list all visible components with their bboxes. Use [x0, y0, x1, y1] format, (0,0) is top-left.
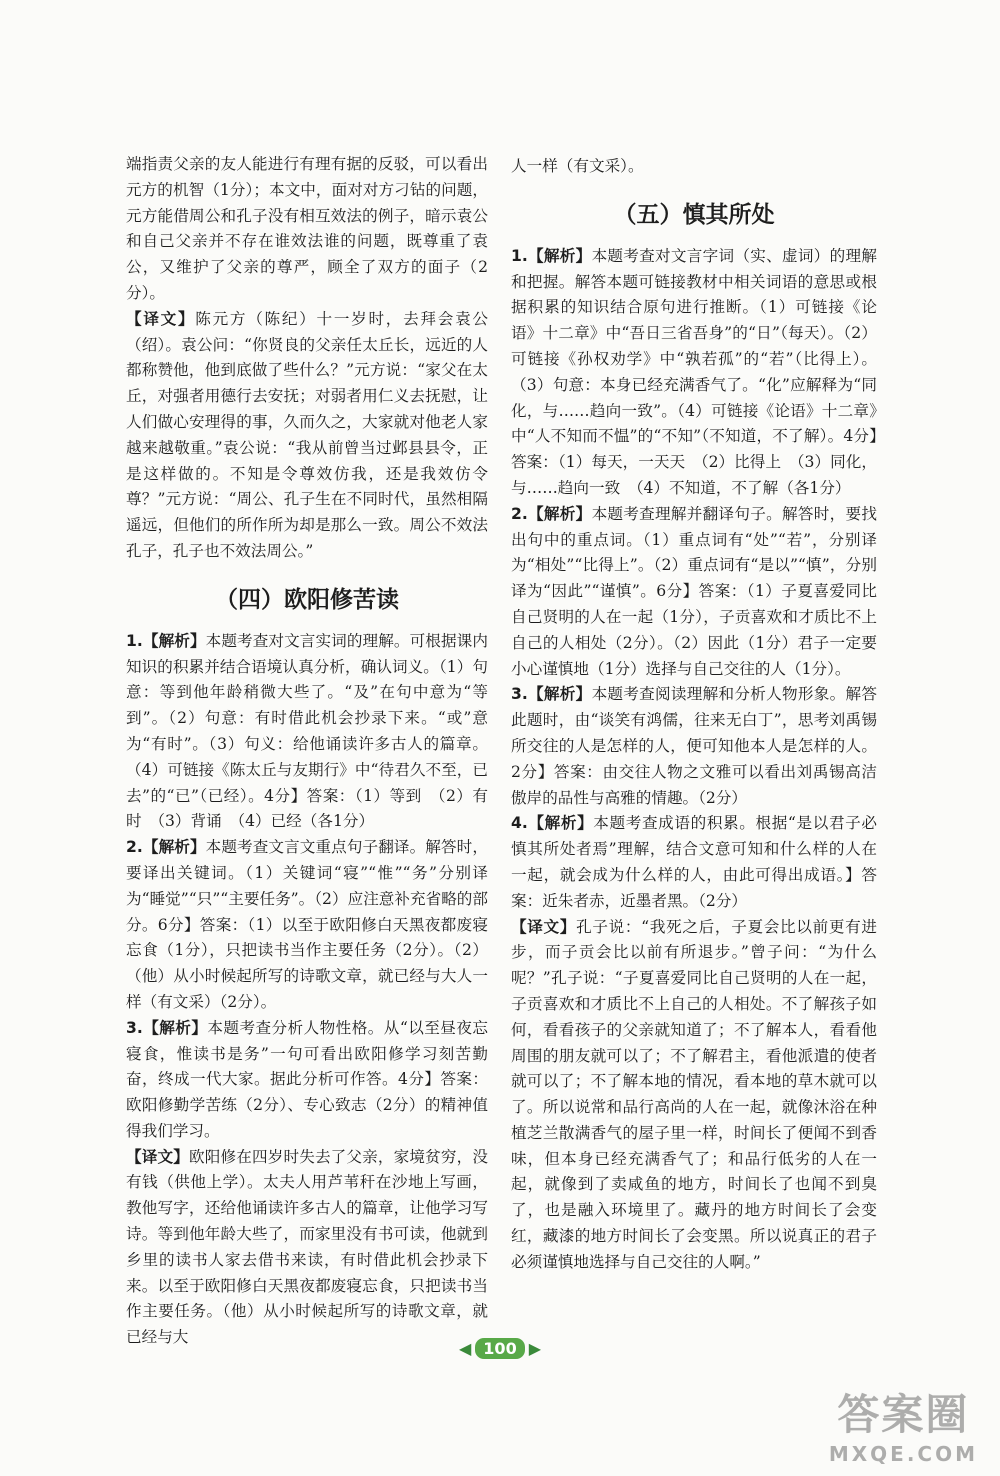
right-column: [511, 154, 877, 1276]
analysis-tag: 【解析】: [142, 631, 206, 650]
translation-tag: 【译文】: [511, 917, 577, 936]
right-chevron-icon: ▶: [528, 1339, 542, 1358]
section-title-4: （四）欧阳修苦读: [215, 586, 399, 613]
watermark-cn: 答案圈: [837, 1390, 970, 1439]
item-text: 本题考查对文言实词的理解。可根据课内知识的积累并结合语境认真分析，确认词义。（1）句意：等到他年龄稍微大些了。“及”在句中意为“等到”。（2）句意：有时借此机会抄录下来。“或”意为“有时”。（3）句义：给他诵读许多古人的篇章。（4）可链接《陈太丘与友期行》中“待君久不至，已去”的“已”（已经）。4分】答案：（1）等到 （2）有时 （3）背诵 （4）已经（各1分）: [126, 631, 488, 831]
question-item: [126, 1016, 488, 1145]
page-footer: [0, 1338, 1000, 1359]
translation-text: 陈元方（陈纪）十一岁时，去拜会袁公（绍）。袁公问：“你贤良的父亲任太丘长，远近的人都称赞他，他到底做了些什么？”元方说：“家父在太丘，对强者用德行去安抚；对弱者用仁义去抚慰，让人们做心安理得的事，久而久之，大家就对他老人家越来越敬重。”袁公说：“我从前曾当过邺县县令，正是这样做的。不知是令尊效仿我，还是我效仿令尊？”元方说：“周公、孔子生在不同时代，虽然相隔遥远，但他们的所作所为却是那么一致。周公不效法孔子，孔子也不效法周公。”: [126, 309, 488, 560]
item-text: 本题考查分析人物性格。从“以至昼夜忘寝食，惟读书是务”一句可看出欧阳修学习刻苦勤奋，终成一代大家。据此分析可作答。4分】答案：欧阳修勤学苦练（2分）、专心致志（2分）的精神值得我们学习。: [126, 1018, 488, 1140]
item-number: 1.: [511, 246, 528, 265]
page-number: 100: [475, 1338, 524, 1359]
item-number: 1.: [126, 631, 143, 650]
analysis-tag: 【解析】: [142, 1018, 208, 1037]
question-item: [511, 244, 877, 502]
page-number-badge: [459, 1338, 541, 1359]
left-column: [126, 152, 488, 1351]
continuation-text: 人一样（有文采）。: [511, 157, 644, 175]
translation-paragraph: [126, 307, 488, 565]
item-number: 2.: [511, 504, 528, 523]
question-item: [126, 629, 488, 835]
watermark-en: MXQE.COM: [828, 1442, 978, 1466]
intro-paragraph: 端指责父亲的友人能进行有理有据的反驳，可以看出元方的机智（1分）；本文中，面对对方刁钻的问题，元方能借周公和孔子没有相互效法的例子，暗示袁公和自己父亲并不存在谁效法谁的问题，既尊重了袁公，又维护了父亲的尊严，顾全了双方的面子（2分）。: [126, 155, 488, 302]
translation-tag: 【译文】: [126, 309, 196, 328]
item-text: 本题考查文言文重点句子翻译。解答时，要译出关键词。（1）关键词“寝”“惟”“务”分别译为“睡觉”“只”“主要任务”。（2）应注意补充省略的部分。6分】答案：（1）以至于欧阳修白天黑夜都废寝忘食（1分），只把读书当作主要任务（2分）。（2）（他）从小时候起所写的诗歌文章，就已经与大人一样（有文采）（2分）。: [126, 838, 488, 1011]
analysis-tag: 【解析】: [527, 685, 592, 704]
translation-text: 欧阳修在四岁时失去了父亲，家境贫穷，没有钱（供他上学）。太夫人用芦苇秆在沙地上写画，教他写字，还给他诵读许多古人的篇章，让他学习写诗。等到他年龄大些了，而家里没有书可读，他就到乡里的读书人家去借书来读，有时借此机会抄录下来。以至于欧阳修白天黑夜都废寝忘食，只把读书当作主要任务。（他）从小时候起所写的诗歌文章，就已经与大: [126, 1147, 488, 1347]
analysis-tag: 【解析】: [527, 504, 592, 523]
translation-paragraph: [126, 1145, 488, 1351]
item-text: 本题考查理解并翻译句子。解答时，要找出句中的重点词。（1）重点词有“处”“若”，分别译为“相处”“比得上”。（2）重点词有“是以”“慎”，分别译为“因此”“谨慎”。6分】答案：（1）子夏喜爱同比自己贤明的人在一起（1分），子贡喜欢和才质比不上自己的人相处（2分）。（2）因此（1分）君子一定要小心谨慎地（1分）选择与自己交往的人（1分）。: [511, 504, 877, 678]
item-text: 本题考查阅读理解和分析人物形象。解答此题时，由“谈笑有鸿儒，往来无白丁”，思考刘禹锡所交往的人是怎样的人，便可知他本人是怎样的人。2分】答案：由交往人物之文雅可以看出刘禹锡高洁傲岸的品性与高雅的情趣。（2分）: [511, 685, 877, 807]
item-number: 4.: [511, 814, 528, 833]
translation-tag: 【译文】: [126, 1147, 189, 1166]
item-number: 2.: [126, 838, 143, 857]
analysis-tag: 【解析】: [527, 246, 592, 265]
left-chevron-icon: ◀: [458, 1339, 472, 1358]
question-item: [511, 811, 877, 914]
question-item: [126, 835, 488, 1016]
question-item: [511, 502, 877, 683]
item-number: 3.: [511, 685, 528, 704]
analysis-tag: 【解析】: [527, 814, 594, 833]
analysis-tag: 【解析】: [142, 838, 206, 857]
translation-text: 孔子说：“我死之后，子夏会比以前更有进步，而子贡会比以前有所退步。”曾子问：“为什么呢？”孔子说：“子夏喜爱同比自己贤明的人在一起，子贡喜欢和才质比不上自己的人相处。不了解孩子如何，看看孩子的父亲就知道了；不了解本人，看看他周围的朋友就可以了；不了解君主，看他派遣的使者就可以了；不了解本地的情况，看本地的草木就可以了。所以说常和品行高尚的人在一起，就像沐浴在种植芝兰散满香气的屋子里一样，时间长了便闻不到香味，但本身已经充满香气了；和品行低劣的人在一起，就像到了卖咸鱼的地方，时间长了也闻不到臭了，也是融入环境里了。藏丹的地方时间长了会变红，藏漆的地方时间长了会变黑。所以说真正的君子必须谨慎地选择与自己交往的人啊。”: [511, 917, 877, 1271]
item-text: 本题考查对文言字词（实、虚词）的理解和把握。解答本题可链接教材中相关词语的意思或根据积累的知识结合原句进行推断。（1）可链接《论语》十二章》中“吾日三省吾身”的“日”（每天）。（2）可链接《孙权劝学》中“孰若孤”的“若”（比得上）。（3）句意：本身已经充满香气了。“化”应解释为“同化，与……趋向一致”。（4）可链接《论语》十二章》中“人不知而不愠”的“不知”（不知道，不了解）。4分】答案：（1）每天，一天天 （2）比得上 （3）同化，与……趋向一致 （4）不知道，不了解（各1分）: [511, 246, 877, 497]
watermark-logo: [829, 1382, 978, 1466]
section-title-5: （五）慎其所处: [613, 201, 775, 228]
question-item: [511, 682, 877, 811]
item-number: 3.: [126, 1018, 143, 1037]
translation-paragraph: [511, 915, 877, 1276]
item-text: 本题考查成语的积累。根据“是以君子必慎其所处者焉”理解，结合文意可知和什么样的人在一起，就会成为什么样的人，由此可得出成语。】答案：近朱者赤，近墨者黑。（2分）: [511, 814, 877, 910]
